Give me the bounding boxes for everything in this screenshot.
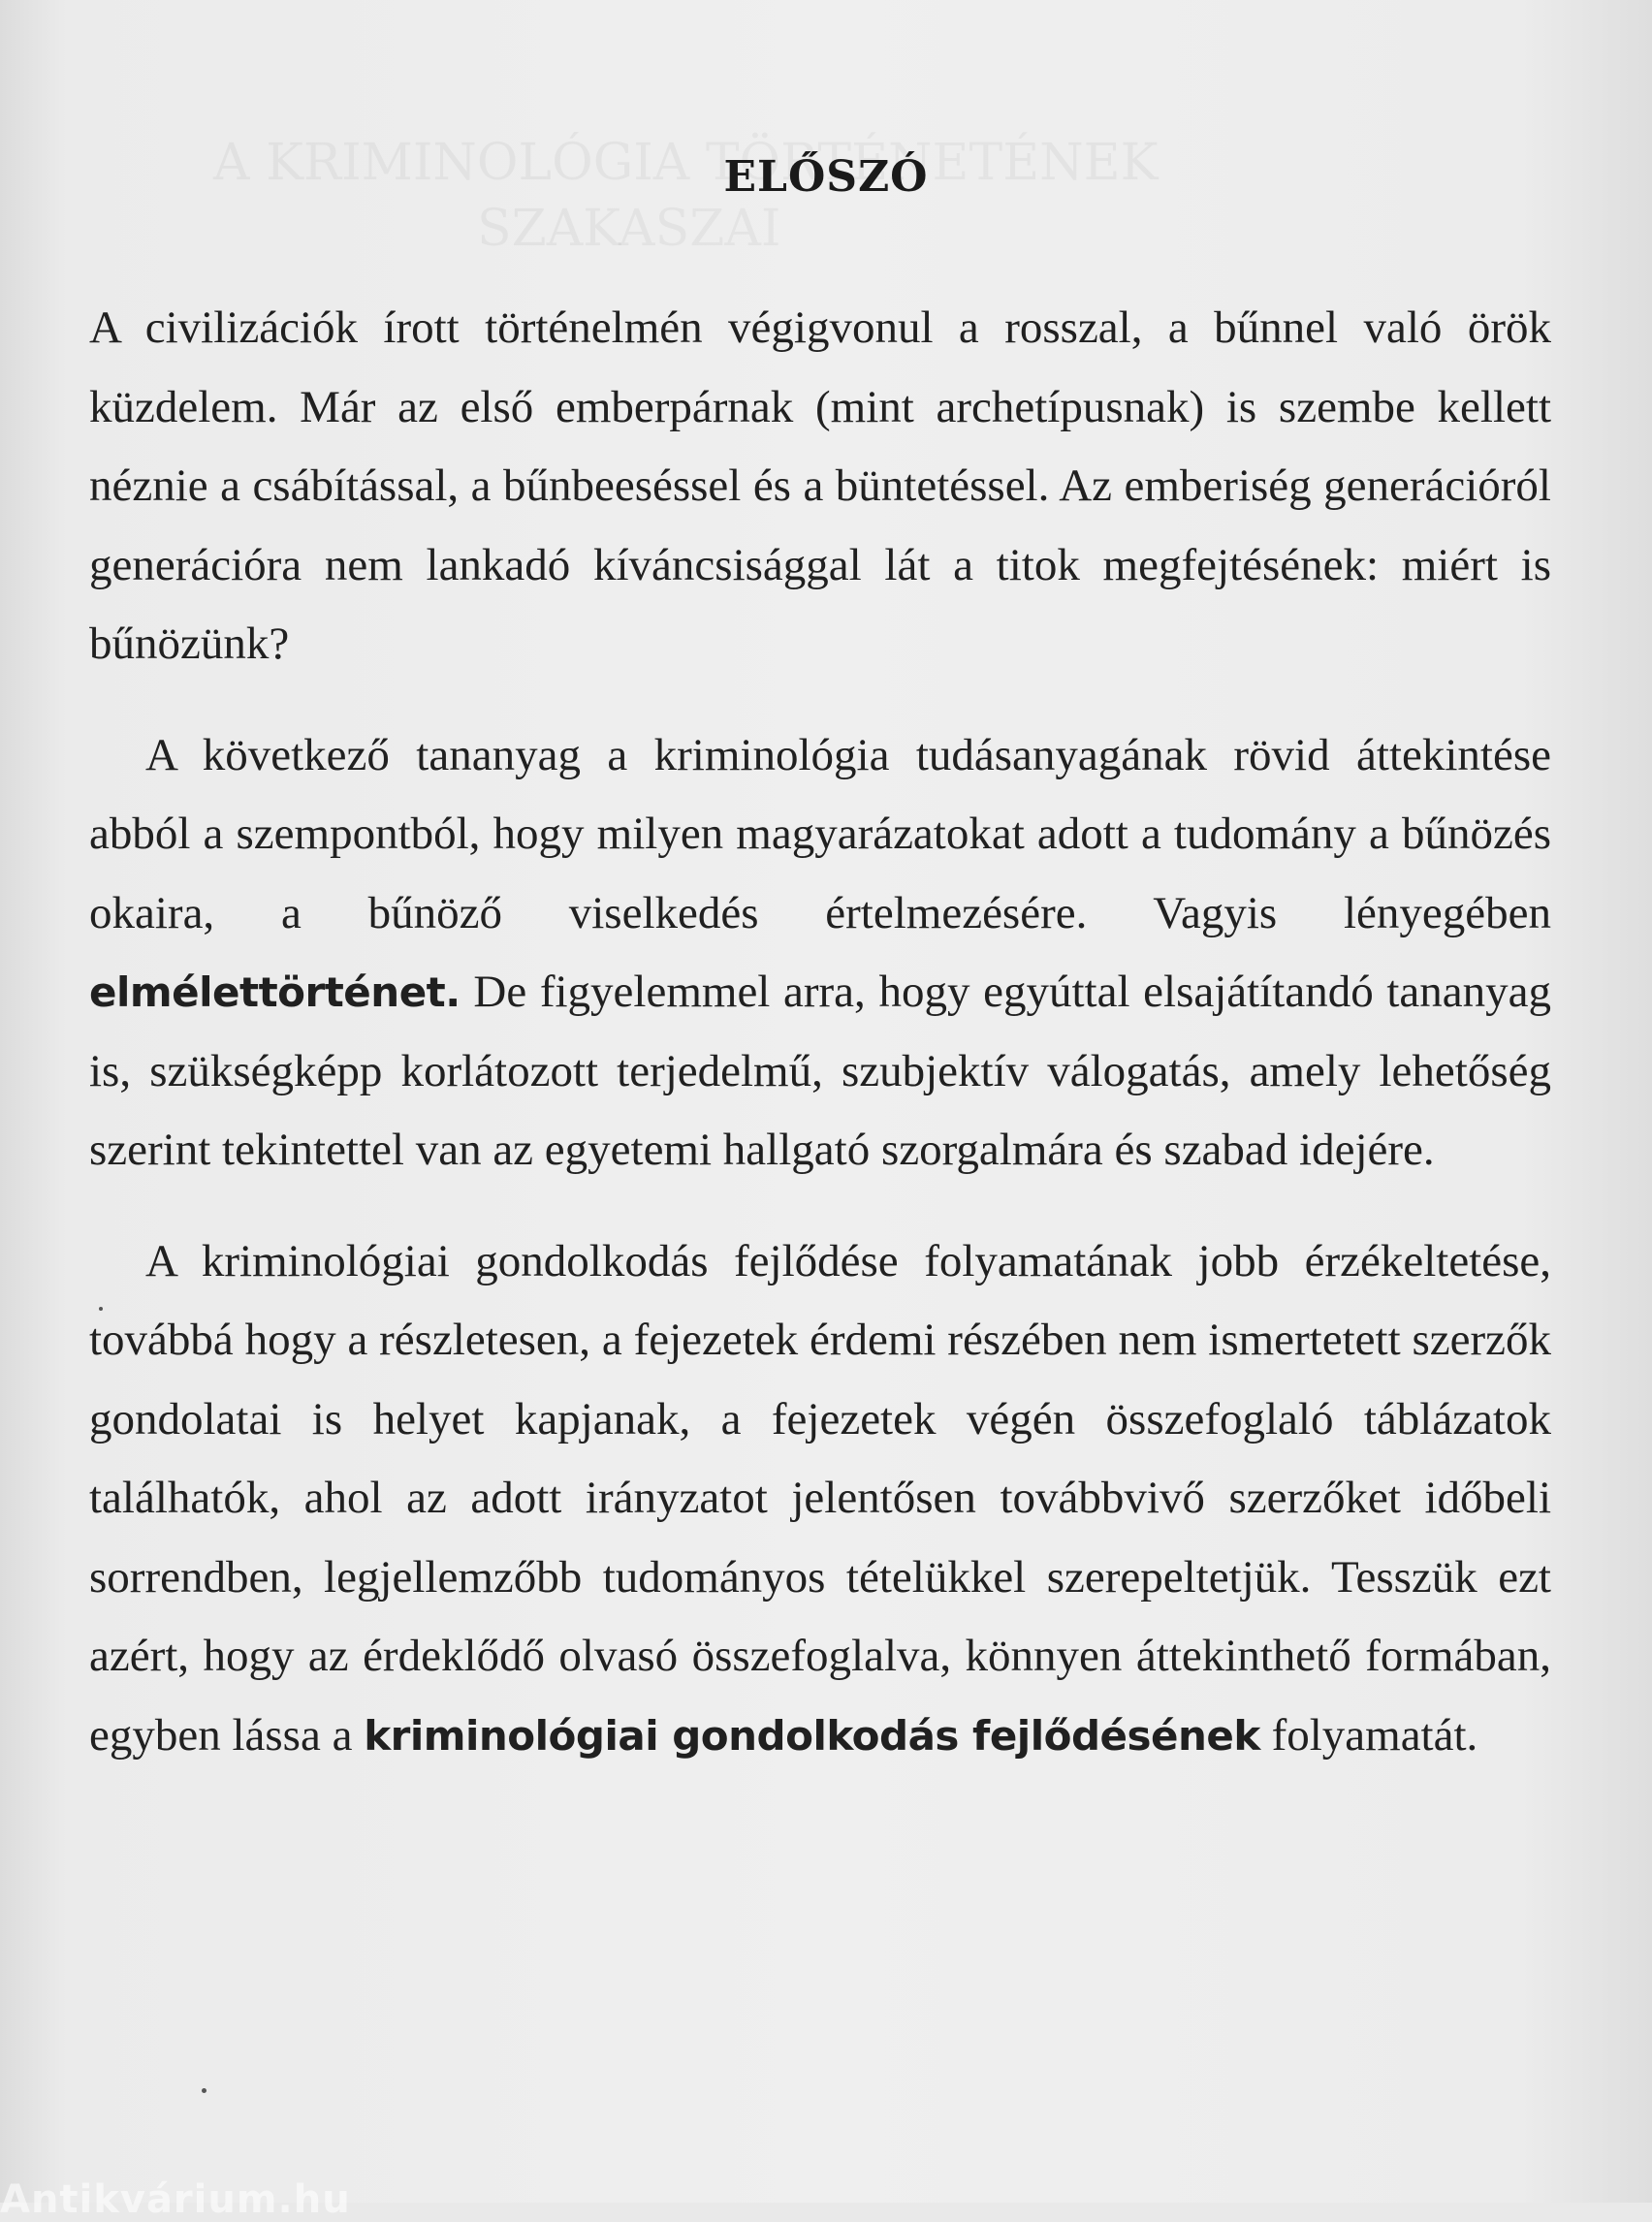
paragraph-2-before: A következő tananyag a kriminológia tudásanyagának rövid áttekintése abból a szempontból, hogy milyen magyarázatokat adott a tudomány a bűnözés okaira, a bűnöző viselkedés értelmezésére. Vagyis lényegében	[89, 729, 1551, 938]
paragraph-2	[89, 716, 1551, 1190]
page-title: ELŐSZÓ	[723, 152, 929, 203]
paragraph-3-emphasis: kriminológiai gondolkodás fejlődésének	[364, 1711, 1260, 1760]
paragraph-2-emphasis: elmélettörténet.	[89, 968, 461, 1016]
paragraph-3-before: A kriminológiai gondolkodás fejlődése folyamatának jobb érzékeltetése, továbbá hogy a részletesen, a fejezetek érdemi részében nem ismertetett szerzők gondolatai is helyet kapjanak, a fejezetek végén összefoglaló táblázatok találhatók, ahol az adott irányzatot jelentősen továbbvivő szerzőket időbeli sorrendben, legjellemzőbb tudományos tételükkel szerepeltetjük. Tesszük ezt azért, hogy az érdeklődő olvasó összefoglalva, könnyen áttekinthető formában, egyben lássa a	[89, 1235, 1551, 1761]
page-body	[89, 289, 1551, 1807]
speck-mark	[99, 1307, 103, 1311]
paragraph-1: A civilizációk írott történelmén végigvonul a rosszal, a bűnnel való örök küzdelem. Már az első emberpárnak (mint archetípusnak) is szembe kellett néznie a csábítással, a bűnbeeséssel és a büntetéssel. Az emberiség generációról generációra nem lankadó kíváncsisággal lát a titok megfejtésének: miért is bűnözünk?	[89, 302, 1551, 669]
paragraph-3	[89, 1222, 1551, 1776]
speck-mark	[202, 2088, 206, 2093]
paragraph-3-after: folyamatát.	[1259, 1709, 1478, 1761]
paragraph-2-after: De figyelemmel arra, hogy egyúttal elsajátítandó tananyag is, szükségképp korlátozott terjedelmű, szubjektív válogatás, amely lehetőség szerint tekintettel van az egyetemi hallgató szorgalmára és szabad idejére.	[89, 967, 1551, 1175]
bleed-through-heading-2	[477, 200, 780, 258]
watermark: Antikvárium.hu	[0, 2177, 351, 2222]
